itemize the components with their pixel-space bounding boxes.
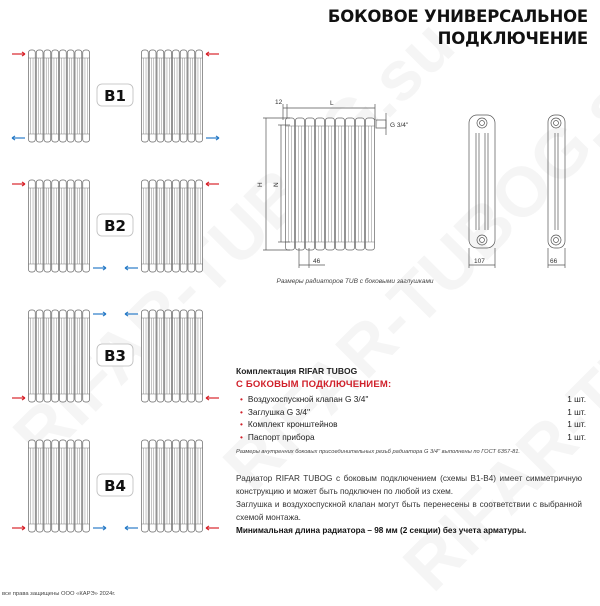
radiator-section xyxy=(36,440,43,532)
radiator-section xyxy=(180,310,187,402)
radiator-section xyxy=(52,310,59,402)
supply-arrow-icon xyxy=(206,526,219,530)
radiator-right xyxy=(125,440,219,532)
scheme-b4 xyxy=(12,440,219,532)
radiator-right xyxy=(125,310,219,402)
radiator-section xyxy=(29,440,36,532)
bullet-icon: • xyxy=(240,406,243,417)
radiator-section xyxy=(188,440,195,532)
supply-arrow-icon xyxy=(206,396,219,400)
radiator-section xyxy=(165,310,172,402)
radiator-section xyxy=(67,310,74,402)
radiator-section xyxy=(157,310,164,402)
radiator-section xyxy=(346,118,355,250)
radiator-section xyxy=(173,310,180,402)
radiator-section xyxy=(83,440,90,532)
radiator-section xyxy=(52,440,59,532)
drawing-caption: Размеры радиаторов TUB с боковыми заглушками xyxy=(276,278,434,285)
radiator-section xyxy=(149,310,156,402)
return-arrow-icon xyxy=(93,526,106,530)
radiator-section xyxy=(188,310,195,402)
list-item: • Паспорт прибора 1 шт. xyxy=(240,432,586,443)
depth-66: 66 xyxy=(550,258,558,265)
radiator-section xyxy=(60,440,67,532)
radiator-section xyxy=(286,118,295,250)
radiator-left xyxy=(12,310,106,402)
dim-L: L xyxy=(330,100,334,107)
scheme-label: B3 xyxy=(104,347,126,365)
radiator-section xyxy=(196,440,203,532)
scheme-label: B2 xyxy=(104,217,126,235)
scheme-label: B1 xyxy=(104,87,126,105)
dim-12: 12 xyxy=(275,99,283,106)
radiator-section xyxy=(196,310,203,402)
radiator-section xyxy=(296,118,305,250)
radiator-section xyxy=(83,310,90,402)
radiator-left xyxy=(12,440,106,532)
radiator-section xyxy=(326,118,335,250)
title-line-1: БОКОВОЕ УНИВЕРСАЛЬНОЕ xyxy=(327,7,588,26)
scheme-label: B4 xyxy=(104,477,126,495)
radiator-section xyxy=(142,310,149,402)
description-p1: Радиатор RIFAR TUBOG с боковым подключением (схемы B1-B4) имеет симметричную конструкцию и может быть подключен по любой из схем. xyxy=(236,474,582,496)
supply-arrow-icon xyxy=(12,396,25,400)
radiator-section xyxy=(29,310,36,402)
depth-107: 107 xyxy=(474,258,485,265)
radiator-section xyxy=(366,118,375,250)
return-arrow-icon xyxy=(125,312,138,316)
footer-copyright: все права защищены ООО «КАРЭ» 2024г. xyxy=(2,591,116,597)
return-arrow-icon xyxy=(125,526,138,530)
radiator-section xyxy=(157,440,164,532)
radiator-section xyxy=(44,440,51,532)
list-item: • Комплект кронштейнов 1 шт. xyxy=(240,419,586,430)
list-item: • Заглушка G 3/4'' 1 шт. xyxy=(240,406,586,417)
return-arrow-icon xyxy=(93,312,106,316)
radiator-section xyxy=(75,310,82,402)
scheme-b3 xyxy=(12,310,219,402)
radiator-section xyxy=(356,118,365,250)
radiator-section xyxy=(142,440,149,532)
bullet-icon: • xyxy=(240,394,243,404)
description xyxy=(236,472,582,537)
description-p3: Минимальная длина радиатора – 98 мм (2 секции) без учета арматуры. xyxy=(236,526,527,535)
radiator-section xyxy=(173,440,180,532)
radiator-section xyxy=(336,118,345,250)
title-line-2: ПОДКЛЮЧЕНИЕ xyxy=(437,29,588,48)
dim-N: N xyxy=(273,182,280,187)
supply-arrow-icon xyxy=(12,526,25,530)
radiator-section xyxy=(67,440,74,532)
kit-heading: Комплектация RIFAR TUBOG xyxy=(236,366,358,376)
kit-note: Размеры внутренних боковых присоединительных резьб радиатора G 3/4'' выполнены по ГОСТ 6357-81. xyxy=(236,448,521,455)
radiator-section xyxy=(75,440,82,532)
bullet-icon: • xyxy=(240,432,243,443)
radiator-section xyxy=(44,310,51,402)
technical-drawing xyxy=(0,0,600,300)
kit-section xyxy=(236,366,586,455)
description-p2: Заглушка и воздухоспускной клапан могут быть перенесены в соответствии с выбранной схемой монтажа. xyxy=(236,500,582,522)
radiator-section xyxy=(306,118,315,250)
kit-subheading: С БОКОВЫМ ПОДКЛЮЧЕНИЕМ: xyxy=(236,379,392,390)
radiator-section xyxy=(180,440,187,532)
dim-H: H xyxy=(257,182,264,187)
radiator-section xyxy=(36,310,43,402)
kit-list xyxy=(236,394,586,445)
list-item: • Воздухоспускной клапан G 3/4'' 1 шт. xyxy=(240,394,586,404)
radiator-section xyxy=(60,310,67,402)
bullet-icon: • xyxy=(240,419,243,430)
dim-46: 46 xyxy=(313,258,321,265)
radiator-section xyxy=(316,118,325,250)
thread-label: G 3/4'' xyxy=(390,122,409,129)
radiator-section xyxy=(149,440,156,532)
radiator-section xyxy=(165,440,172,532)
